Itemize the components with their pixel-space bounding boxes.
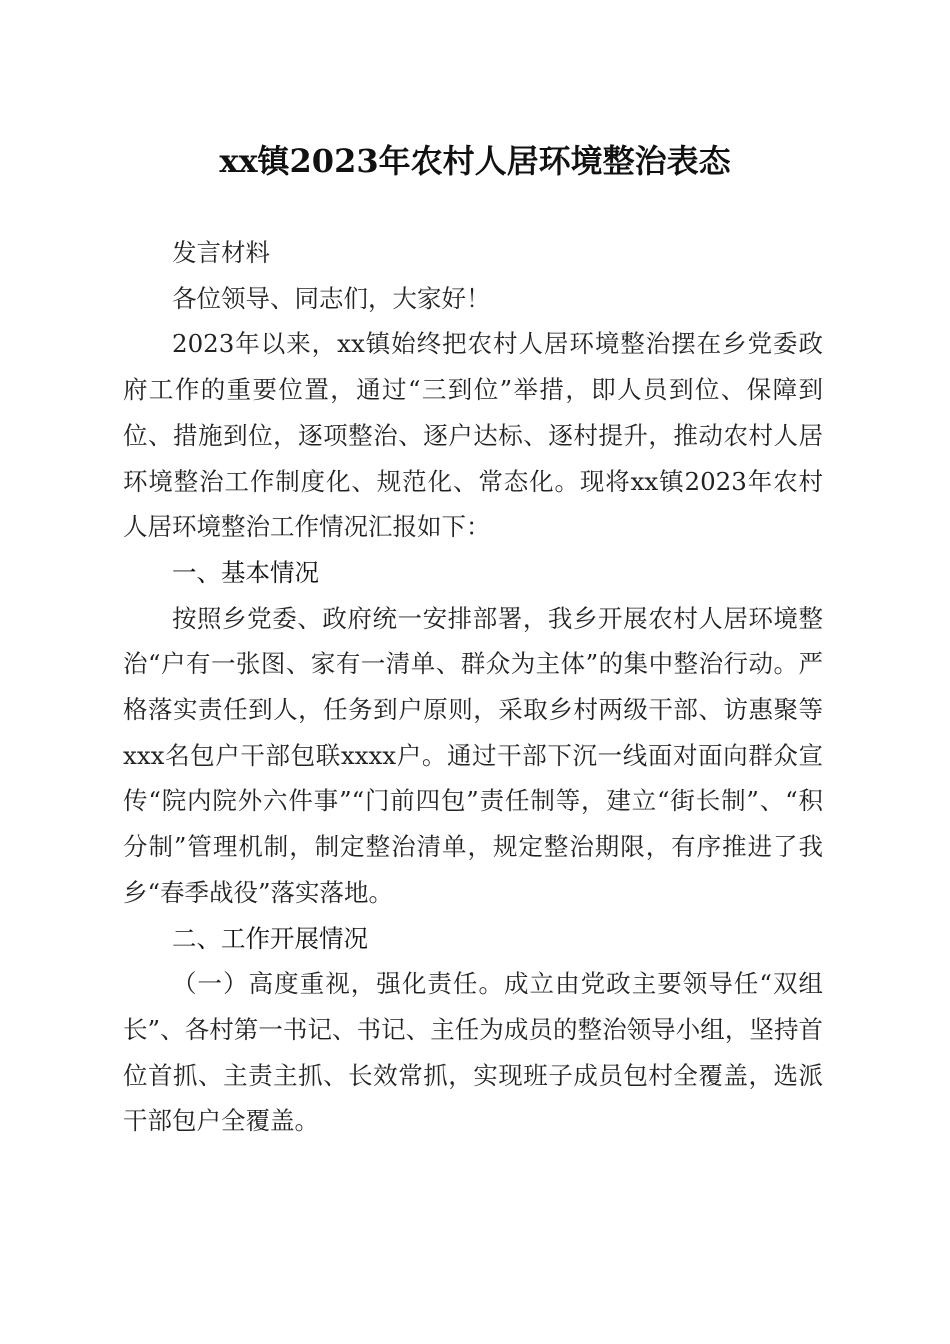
section-heading-progress: 二、工作开展情况 (172, 923, 368, 953)
document-body (123, 230, 823, 1144)
item-lead-text: （一）高度重视，强化责任。 (172, 969, 505, 999)
section-heading-basic: 一、基本情况 (172, 557, 319, 587)
item-body-text: 成立由党政主要领导任“双组长”、各村第一书记、书记、主任为成员的整治领导小组，坚持首位首抓、主责主抓、长效常抓，实现班子成员包村全覆盖，选派干部包户全覆盖。 (123, 969, 824, 1136)
section-basic-paragraph: 按照乡党委、政府统一安排部署，我乡开展农村人居环境整治“户有一张图、家有一清单、群众为主体”的集中整治行动。严格落实责任到人，任务到户原则，采取乡村两级干部、访惠聚等xxx名包户干部包联xxxx户。通过干部下沉一线面对面向群众宣传“院内院外六件事”“门前四包”责任制等，建立“街长制”、“积分制”管理机制，制定整治清单，规定整治期限，有序推进了我乡“春季战役”落实落地。 (123, 603, 823, 907)
intro-paragraph: 2023年以来，xx镇始终把农村人居环境整治摆在乡党委政府工作的重要位置，通过“三到位”举措，即人员到位、保障到位、措施到位，逐项整治、逐户达标、逐村提升，推动农村人居环境整治工作制度化、规范化、常态化。现将xx镇2023年农村人居环境整治工作情况汇报如下： (123, 329, 823, 542)
subtitle-paragraph: 发言材料 (172, 238, 270, 267)
section-progress-item-paragraph (123, 961, 823, 1144)
greeting-paragraph: 各位领导、同志们，大家好！ (172, 283, 491, 313)
document-title: xx镇2023年农村人居环境整治表态 (219, 142, 731, 180)
